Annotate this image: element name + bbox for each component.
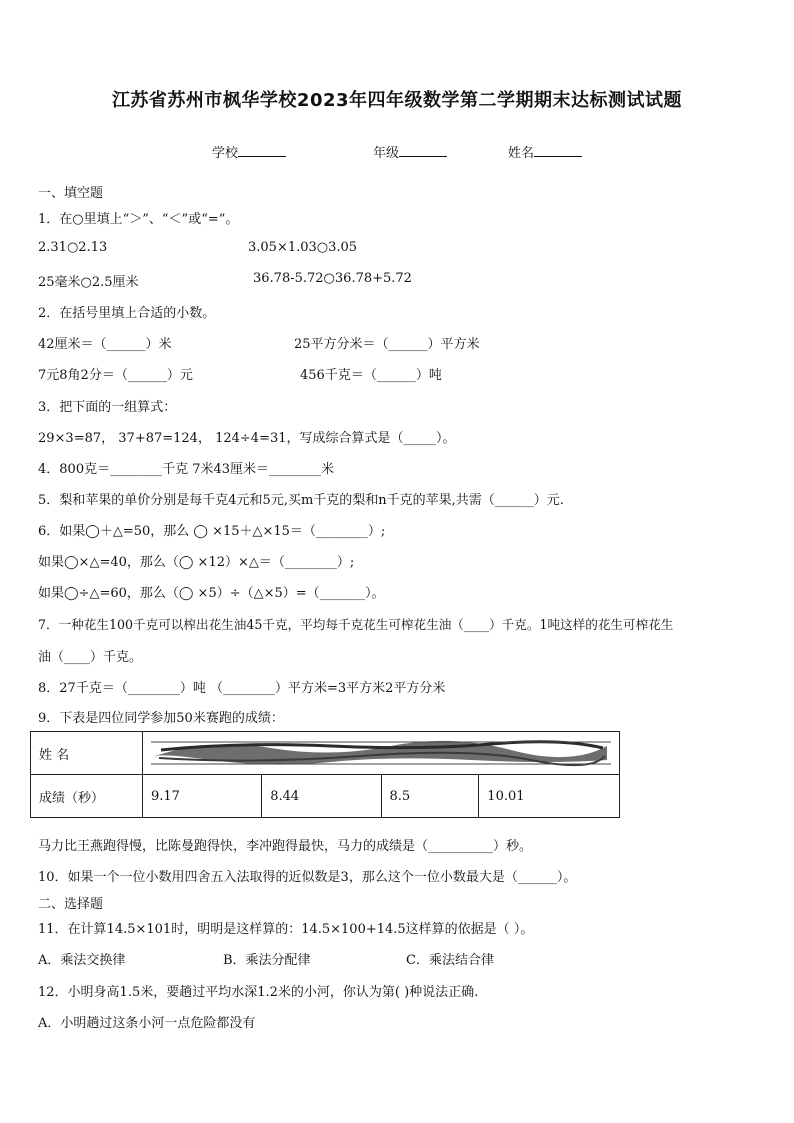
q10: 10．如果一个一位小数用四舍五入法取得的近似数是3，那么这个一位小数最大是（______）。 xyxy=(38,870,577,885)
q1-row1 xyxy=(38,240,358,255)
q1-row2 xyxy=(38,271,412,290)
q7-line-b: 油（____）千克。 xyxy=(38,650,143,665)
q2-item-c: 7元8角2分＝（______）元 xyxy=(38,368,193,383)
scribble-redaction-icon xyxy=(151,734,611,768)
table-row xyxy=(31,732,620,775)
q4: 4．800克＝________千克 7米43厘米＝________米 xyxy=(38,462,335,477)
q2-item-a: 42厘米＝（______）米 xyxy=(38,337,172,352)
name-header-cell: 姓 名 xyxy=(31,732,143,775)
q2-prompt: 2．在括号里填上合适的小数。 xyxy=(38,306,216,321)
q9-prompt: 9．下表是四位同学参加50米赛跑的成绩： xyxy=(38,711,284,726)
section-fill-in-heading: 一、填空题 xyxy=(38,186,104,201)
q3-body: 29×3=87， 37+87=124， 124÷4=31，写成综合算式是（_____）。 xyxy=(38,431,456,446)
score-cell-3: 8.5 xyxy=(381,775,479,818)
q9-question: 马力比王燕跑得慢，比陈曼跑得快，李冲跑得最快，马力的成绩是（__________）秒。 xyxy=(38,839,533,854)
q5: 5．梨和苹果的单价分别是每千克4元和5元,买m千克的梨和n千克的苹果,共需（______）元. xyxy=(38,493,564,508)
score-cell-1: 9.17 xyxy=(143,775,262,818)
grade-blank[interactable] xyxy=(399,143,447,157)
q2-row1 xyxy=(38,333,480,352)
school-field[interactable] xyxy=(212,142,286,161)
q7-line-a: 7．一种花生100千克可以榨出花生油45千克，平均每千克花生可榨花生油（____）千克。1吨这样的花生可榨花生 xyxy=(38,617,674,632)
q2-row2 xyxy=(38,364,442,383)
q3-prompt: 3．把下面的一组算式： xyxy=(38,400,177,415)
grade-field[interactable] xyxy=(373,142,447,161)
q1-item-d: 36.78-5.72○36.78+5.72 xyxy=(253,271,412,286)
q11-options xyxy=(38,949,494,968)
q8: 8．27千克＝（________）吨 （________）平方米=3平方米2平方分米 xyxy=(38,681,446,696)
race-results-table xyxy=(30,731,620,818)
q11-prompt: 11．在计算14.5×101时，明明是这样算的：14.5×100+14.5这样算的依据是（ ）。 xyxy=(38,922,534,937)
q1-item-c: 25毫米○2.5厘米 xyxy=(38,275,139,290)
q6-line-c: 如果◯÷△=60，那么（◯ ×5）÷（△×5）=（_______）。 xyxy=(38,586,385,601)
q12-option-a[interactable]: A．小明趟过这条小河一点危险都没有 xyxy=(38,1016,256,1031)
section-choice-heading: 二、选择题 xyxy=(38,897,104,912)
score-cell-2: 8.44 xyxy=(262,775,381,818)
school-blank[interactable] xyxy=(238,143,286,157)
grade-label: 年级 xyxy=(373,146,400,161)
q1-item-a: 2.31○2.13 xyxy=(38,240,108,255)
q2-item-b: 25平方分米＝（______）平方米 xyxy=(294,337,480,352)
q11-option-a[interactable]: A．乘法交换律 xyxy=(38,953,126,968)
q11-option-b[interactable]: B．乘法分配律 xyxy=(223,953,311,968)
score-header-cell: 成绩（秒） xyxy=(31,775,143,818)
name-blank[interactable] xyxy=(534,143,582,157)
q1-prompt: 1．在○里填上“＞”、“＜”或“=”。 xyxy=(38,212,239,227)
obscured-names-cell xyxy=(143,732,620,775)
school-label: 学校 xyxy=(212,146,239,161)
q12-prompt: 12．小明身高1.5米，要趟过平均水深1.2米的小河，你认为第( )种说法正确. xyxy=(38,985,479,1000)
table-row xyxy=(31,775,620,818)
score-cell-4: 10.01 xyxy=(479,775,620,818)
q6-line-a: 6．如果◯＋△=50，那么 ◯ ×15＋△×15＝（________）; xyxy=(38,524,386,539)
q6-line-b: 如果◯×△=40，那么（◯ ×12）×△＝（________）; xyxy=(38,555,355,570)
q2-item-d: 456千克＝（______）吨 xyxy=(300,368,442,383)
name-label: 姓名 xyxy=(508,146,535,161)
page-title: 江苏省苏州市枫华学校2023年四年级数学第二学期期末达标测试试题 xyxy=(111,90,683,111)
name-field[interactable] xyxy=(508,142,582,161)
q11-option-c[interactable]: C．乘法结合律 xyxy=(406,953,494,968)
q1-item-b: 3.05×1.03○3.05 xyxy=(248,240,358,255)
